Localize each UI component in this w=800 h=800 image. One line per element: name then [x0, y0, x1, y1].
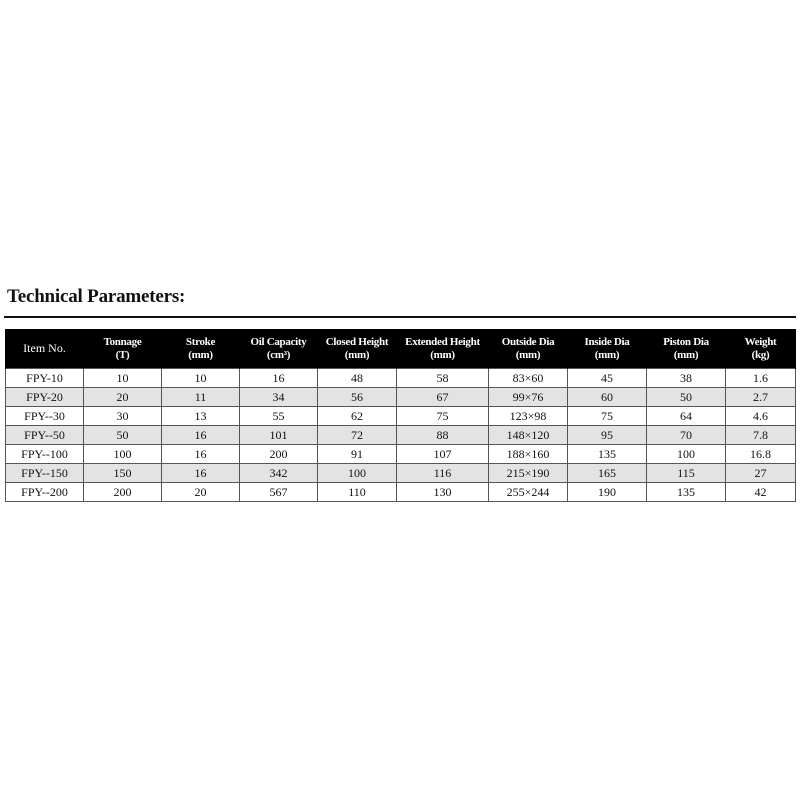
cell-weight: 7.8	[726, 426, 796, 445]
table-row	[6, 464, 796, 483]
cell-inside-dia: 190	[568, 483, 647, 502]
cell-outside-dia: 123×98	[489, 407, 568, 426]
header-inside-dia: Inside Dia (mm)	[568, 329, 647, 369]
document-title: Technical Parameters:	[7, 286, 186, 307]
table-header-row	[6, 329, 796, 369]
cell-extended-height: 75	[397, 407, 489, 426]
cell-weight: 4.6	[726, 407, 796, 426]
cell-piston-dia: 64	[647, 407, 726, 426]
cell-oil-capacity: 567	[240, 483, 318, 502]
header-item-no: Item No.	[6, 329, 84, 369]
cell-item-no: FPY--50	[6, 426, 84, 445]
cell-closed-height: 91	[318, 445, 397, 464]
cell-closed-height: 56	[318, 388, 397, 407]
cell-weight: 2.7	[726, 388, 796, 407]
cell-closed-height: 110	[318, 483, 397, 502]
cell-item-no: FPY--30	[6, 407, 84, 426]
cell-piston-dia: 115	[647, 464, 726, 483]
cell-item-no: FPY-20	[6, 388, 84, 407]
cell-stroke: 16	[162, 445, 240, 464]
cell-oil-capacity: 200	[240, 445, 318, 464]
cell-outside-dia: 255×244	[489, 483, 568, 502]
cell-oil-capacity: 55	[240, 407, 318, 426]
cell-piston-dia: 50	[647, 388, 726, 407]
cell-extended-height: 67	[397, 388, 489, 407]
technical-parameters-table	[5, 329, 796, 502]
cell-piston-dia: 135	[647, 483, 726, 502]
cell-oil-capacity: 16	[240, 369, 318, 388]
cell-extended-height: 58	[397, 369, 489, 388]
cell-closed-height: 48	[318, 369, 397, 388]
cell-stroke: 13	[162, 407, 240, 426]
cell-outside-dia: 83×60	[489, 369, 568, 388]
cell-inside-dia: 75	[568, 407, 647, 426]
header-oil-capacity: Oil Capacity (cm³)	[240, 329, 318, 369]
table-row	[6, 483, 796, 502]
cell-item-no: FPY--200	[6, 483, 84, 502]
cell-oil-capacity: 34	[240, 388, 318, 407]
cell-piston-dia: 70	[647, 426, 726, 445]
header-tonnage: Tonnage (T)	[84, 329, 162, 369]
cell-stroke: 10	[162, 369, 240, 388]
header-outside-dia: Outside Dia (mm)	[489, 329, 568, 369]
title-divider	[4, 316, 796, 318]
cell-outside-dia: 215×190	[489, 464, 568, 483]
table-row	[6, 407, 796, 426]
cell-closed-height: 100	[318, 464, 397, 483]
cell-tonnage: 50	[84, 426, 162, 445]
cell-inside-dia: 60	[568, 388, 647, 407]
cell-extended-height: 130	[397, 483, 489, 502]
table-row	[6, 426, 796, 445]
cell-extended-height: 88	[397, 426, 489, 445]
cell-tonnage: 200	[84, 483, 162, 502]
header-extended-height: Extended Height (mm)	[397, 329, 489, 369]
cell-tonnage: 100	[84, 445, 162, 464]
header-stroke: Stroke (mm)	[162, 329, 240, 369]
cell-closed-height: 62	[318, 407, 397, 426]
cell-item-no: FPY--150	[6, 464, 84, 483]
cell-tonnage: 10	[84, 369, 162, 388]
cell-stroke: 16	[162, 464, 240, 483]
cell-oil-capacity: 101	[240, 426, 318, 445]
cell-piston-dia: 100	[647, 445, 726, 464]
cell-outside-dia: 188×160	[489, 445, 568, 464]
cell-piston-dia: 38	[647, 369, 726, 388]
cell-weight: 1.6	[726, 369, 796, 388]
cell-extended-height: 116	[397, 464, 489, 483]
cell-stroke: 16	[162, 426, 240, 445]
cell-inside-dia: 165	[568, 464, 647, 483]
cell-inside-dia: 135	[568, 445, 647, 464]
table-row	[6, 445, 796, 464]
cell-weight: 27	[726, 464, 796, 483]
cell-weight: 16.8	[726, 445, 796, 464]
cell-tonnage: 20	[84, 388, 162, 407]
cell-weight: 42	[726, 483, 796, 502]
cell-inside-dia: 45	[568, 369, 647, 388]
cell-stroke: 20	[162, 483, 240, 502]
cell-item-no: FPY-10	[6, 369, 84, 388]
table-row	[6, 388, 796, 407]
header-piston-dia: Piston Dia (mm)	[647, 329, 726, 369]
cell-item-no: FPY--100	[6, 445, 84, 464]
table-row	[6, 369, 796, 388]
cell-closed-height: 72	[318, 426, 397, 445]
cell-outside-dia: 148×120	[489, 426, 568, 445]
cell-inside-dia: 95	[568, 426, 647, 445]
header-weight: Weight (kg)	[726, 329, 796, 369]
cell-outside-dia: 99×76	[489, 388, 568, 407]
cell-tonnage: 150	[84, 464, 162, 483]
cell-extended-height: 107	[397, 445, 489, 464]
header-closed-height: Closed Height (mm)	[318, 329, 397, 369]
cell-stroke: 11	[162, 388, 240, 407]
cell-tonnage: 30	[84, 407, 162, 426]
cell-oil-capacity: 342	[240, 464, 318, 483]
